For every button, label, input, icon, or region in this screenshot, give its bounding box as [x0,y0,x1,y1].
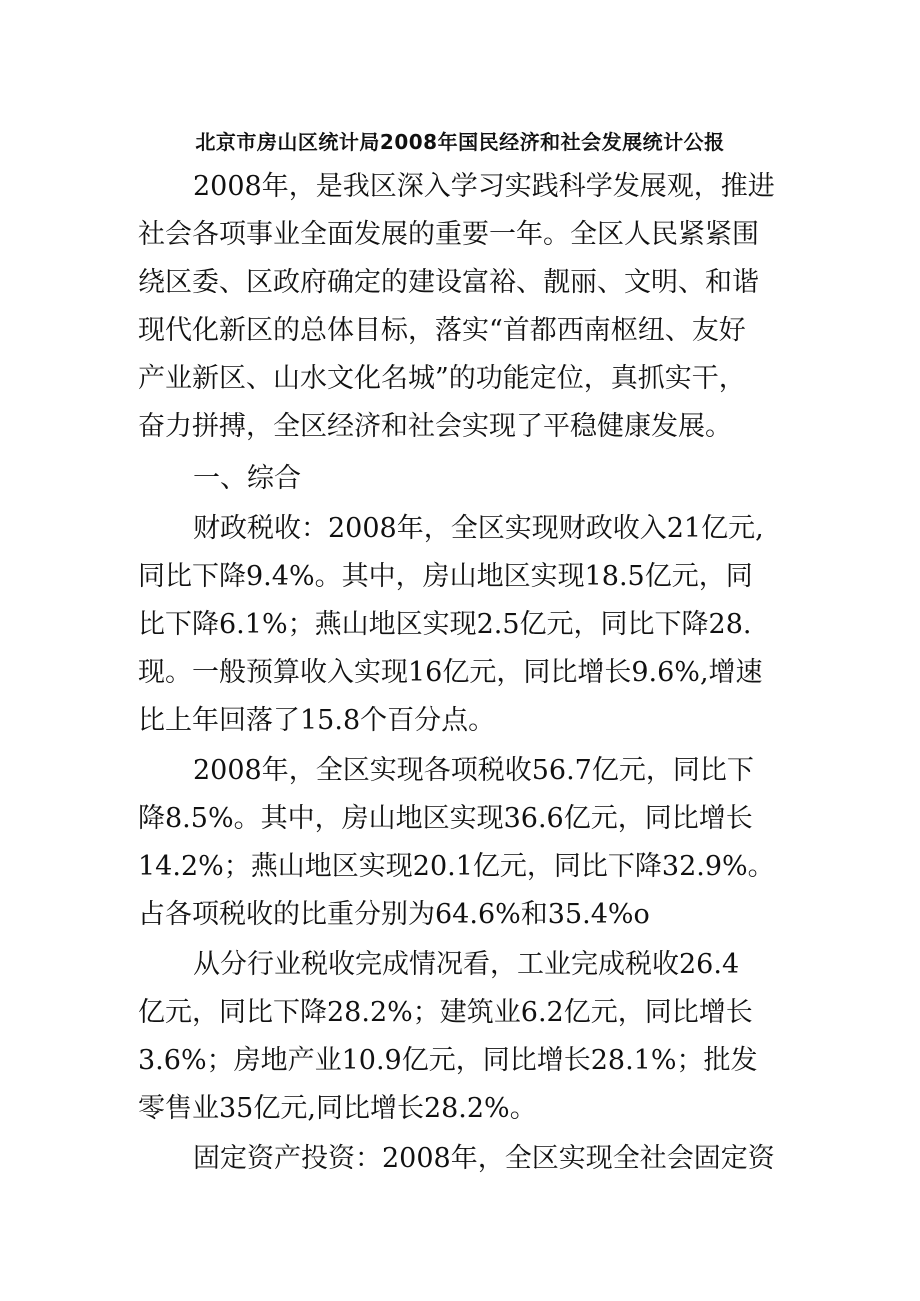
paragraph-line: 产业新区、山水文化名城”的功能定位，真抓实干， [138,363,746,394]
paragraph-line: 降8.5%。其中，房山地区实现36.6亿元，同比增长 [138,803,753,834]
paragraph-line: 从分行业税收完成情况看，工业完成税收26.4 [193,949,740,980]
paragraph-line: 3.6%；房地产业10.9亿元，同比增长28.1%；批发 [138,1045,758,1076]
paragraph-line: 亿元，同比下降28.2%；建筑业6.2亿元，同比增长 [138,997,753,1028]
section-heading: 一、综合 [193,463,301,494]
paragraph-line: 2008年，全区实现各项税收56.7亿元，同比下 [193,755,754,786]
paragraph-line: 2008年，是我区深入学习实践科学发展观，推进 [193,171,775,202]
paragraph-line: 比上年回落了15.8个百分点。 [138,705,496,736]
paragraph-line: 绕区委、区政府确定的建设富裕、靓丽、文明、和谐 [138,267,759,298]
paragraph-line: 同比下降9.4%。其中，房山地区实现18.5亿元，同 [138,561,753,592]
document-title: 北京市房山区统计局2008年国民经济和社会发展统计公报 [195,130,725,154]
paragraph-line: 现。一般预算收入实现16亿元，同比增长9.6%,增速 [138,657,763,688]
paragraph-line: 比下降6.1%；燕山地区实现2.5亿元，同比下降28. [138,609,752,640]
paragraph-line: 14.2%；燕山地区实现20.1亿元，同比下降32.9%。 [138,851,775,882]
paragraph-line: 奋力拼搏，全区经济和社会实现了平稳健康发展。 [138,411,732,442]
paragraph-line: 现代化新区的总体目标，落实“首都西南枢纽、友好 [138,315,746,346]
paragraph-line: 财政税收：2008年，全区实现财政收入21亿元, [193,513,764,544]
paragraph-line: 社会各项事业全面发展的重要一年。全区人民紧紧围 [138,219,759,250]
paragraph-line: 占各项税收的比重分别为64.6%和35.4%o [138,899,650,930]
paragraph-line: 固定资产投资：2008年，全区实现全社会固定资 [193,1143,775,1174]
paragraph-line: 零售业35亿元,同比增长28.2%。 [138,1093,537,1124]
